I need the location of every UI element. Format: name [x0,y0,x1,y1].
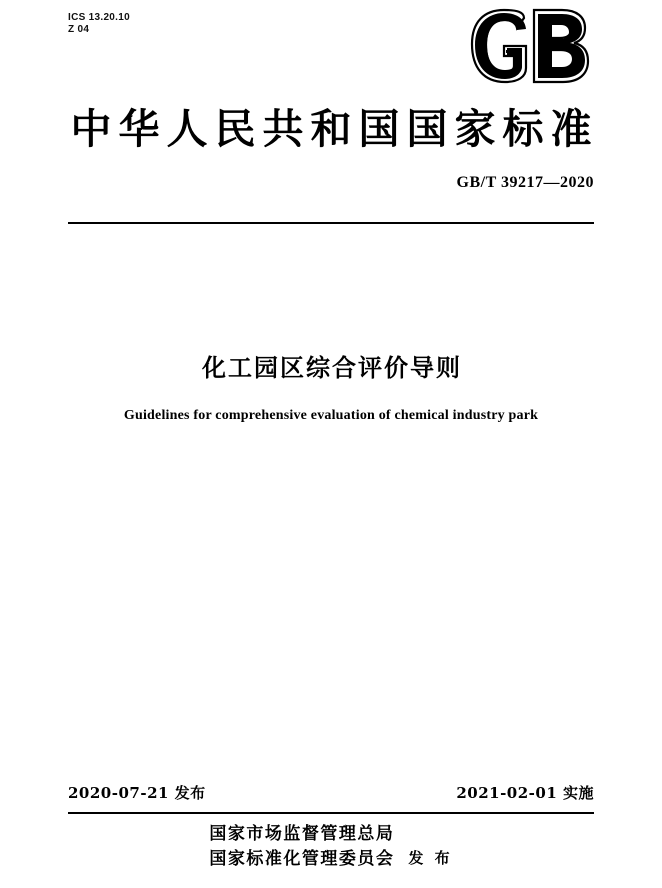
issue-date: 2020-07-21 发布 [68,784,206,802]
implementation-date: 2021-02-01 实施 [456,784,594,802]
ics-classification-block [68,12,130,36]
ics-code: ICS 13.20.10 [68,12,130,23]
gb-logo-icon [464,8,594,86]
document-title-chinese: 化工园区综合评价导则 [202,353,462,382]
issuer-action-label: 发 布 [408,849,453,867]
footer-divider [68,812,594,814]
page-title: 中华人民共和国国家标准 [70,105,599,153]
date-row [68,782,594,803]
issuer-names [209,822,394,872]
issuer-block [0,822,662,872]
standard-number: GB/T 39217—2020 [456,174,594,191]
document-title-english: Guidelines for comprehensive evaluation of chemical industry park [123,408,539,423]
issuer-line-2: 国家标准化管理委员会 [209,849,395,869]
issuer-line-1: 国家市场监督管理总局 [209,824,395,844]
header-divider [68,222,594,224]
classification-code: Z 04 [68,24,90,35]
